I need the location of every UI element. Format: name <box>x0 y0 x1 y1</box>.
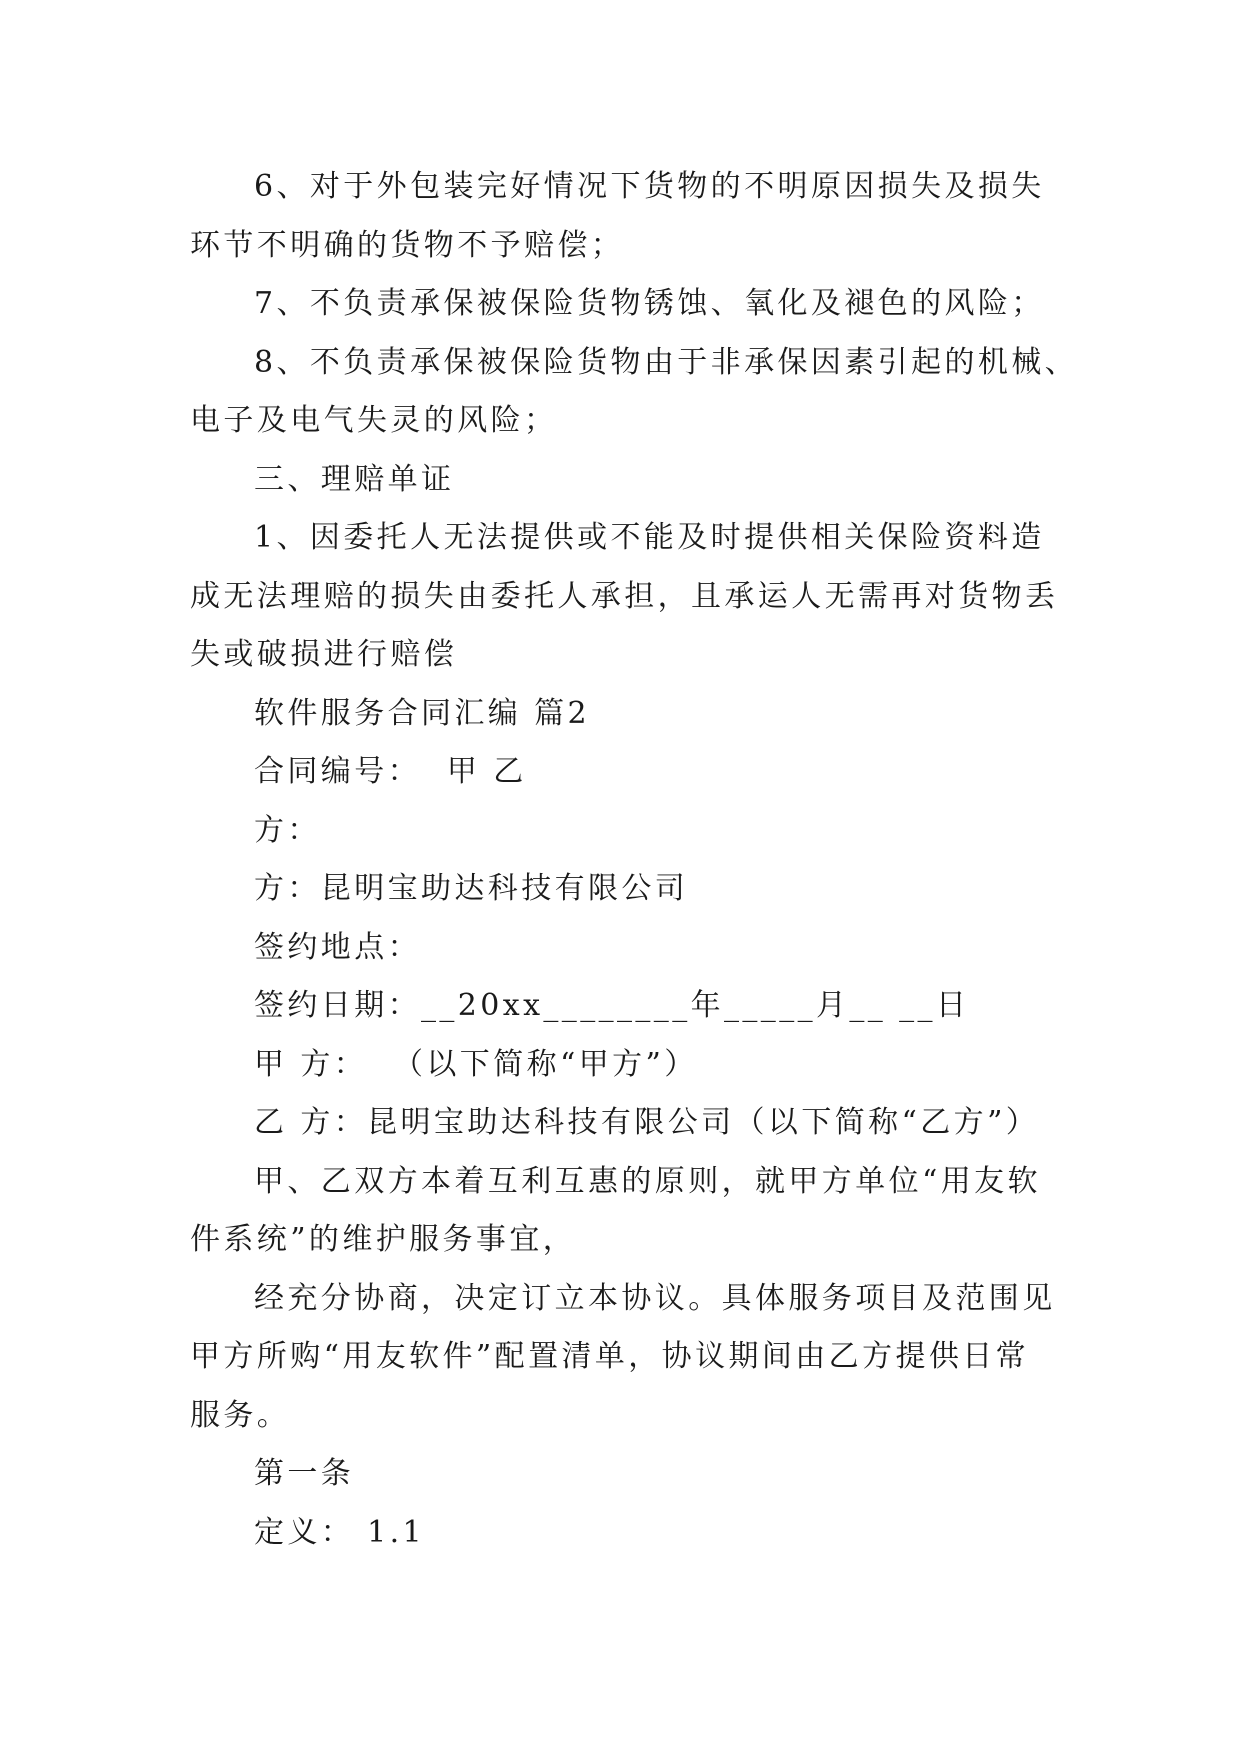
text-line: 件系统”的维护服务事宜， <box>190 1222 577 1257</box>
text-line: 三、理赔单证 <box>254 461 455 497</box>
text-line: 方： <box>254 812 321 848</box>
text-line: 定义： 1.1 <box>254 1514 426 1550</box>
document-body <box>190 158 1079 1562</box>
text-line: 第一条 <box>254 1456 355 1491</box>
text-line: 签约地点： <box>254 929 421 965</box>
text-line: 方：昆明宝助达科技有限公司 <box>254 871 689 906</box>
text-line: 甲 方： （以下简称“甲方”） <box>254 1046 698 1082</box>
text-line: 服务。 <box>190 1397 291 1433</box>
text-line: 甲、乙双方本着互利互惠的原则，就甲方单位“用友软 <box>254 1163 1041 1199</box>
text-line: 7、不负责承保被保险货物锈蚀、氧化及褪色的风险； <box>254 286 1045 321</box>
text-line: 乙 方：昆明宝助达科技有限公司（以下简称“乙方”） <box>254 1105 1040 1140</box>
text-line: 甲方所购“用友软件”配置清单，协议期间由乙方提供日常 <box>190 1339 1030 1374</box>
text-line: 签约日期：__20xx________年_____月__ __日 <box>254 988 970 1023</box>
text-line: 环节不明确的货物不予赔偿； <box>190 227 625 263</box>
text-line: 软件服务合同汇编 篇2 <box>254 695 591 731</box>
text-line: 经充分协商，决定订立本协议。具体服务项目及范围见 <box>254 1280 1056 1316</box>
text-line: 电子及电气失灵的风险； <box>190 403 558 438</box>
text-line: 合同编号： 甲 乙 <box>254 754 527 789</box>
text-line: 成无法理赔的损失由委托人承担，且承运人无需再对货物丢 <box>190 578 1059 614</box>
text-line: 失或破损进行赔偿 <box>190 637 458 672</box>
text-line: 1、因委托人无法提供或不能及时提供相关保险资料造 <box>254 520 1045 555</box>
text-line: 8、不负责承保被保险货物由于非承保因素引起的机械、 <box>254 344 1079 380</box>
text-line: 6、对于外包装完好情况下货物的不明原因损失及损失 <box>254 169 1045 204</box>
